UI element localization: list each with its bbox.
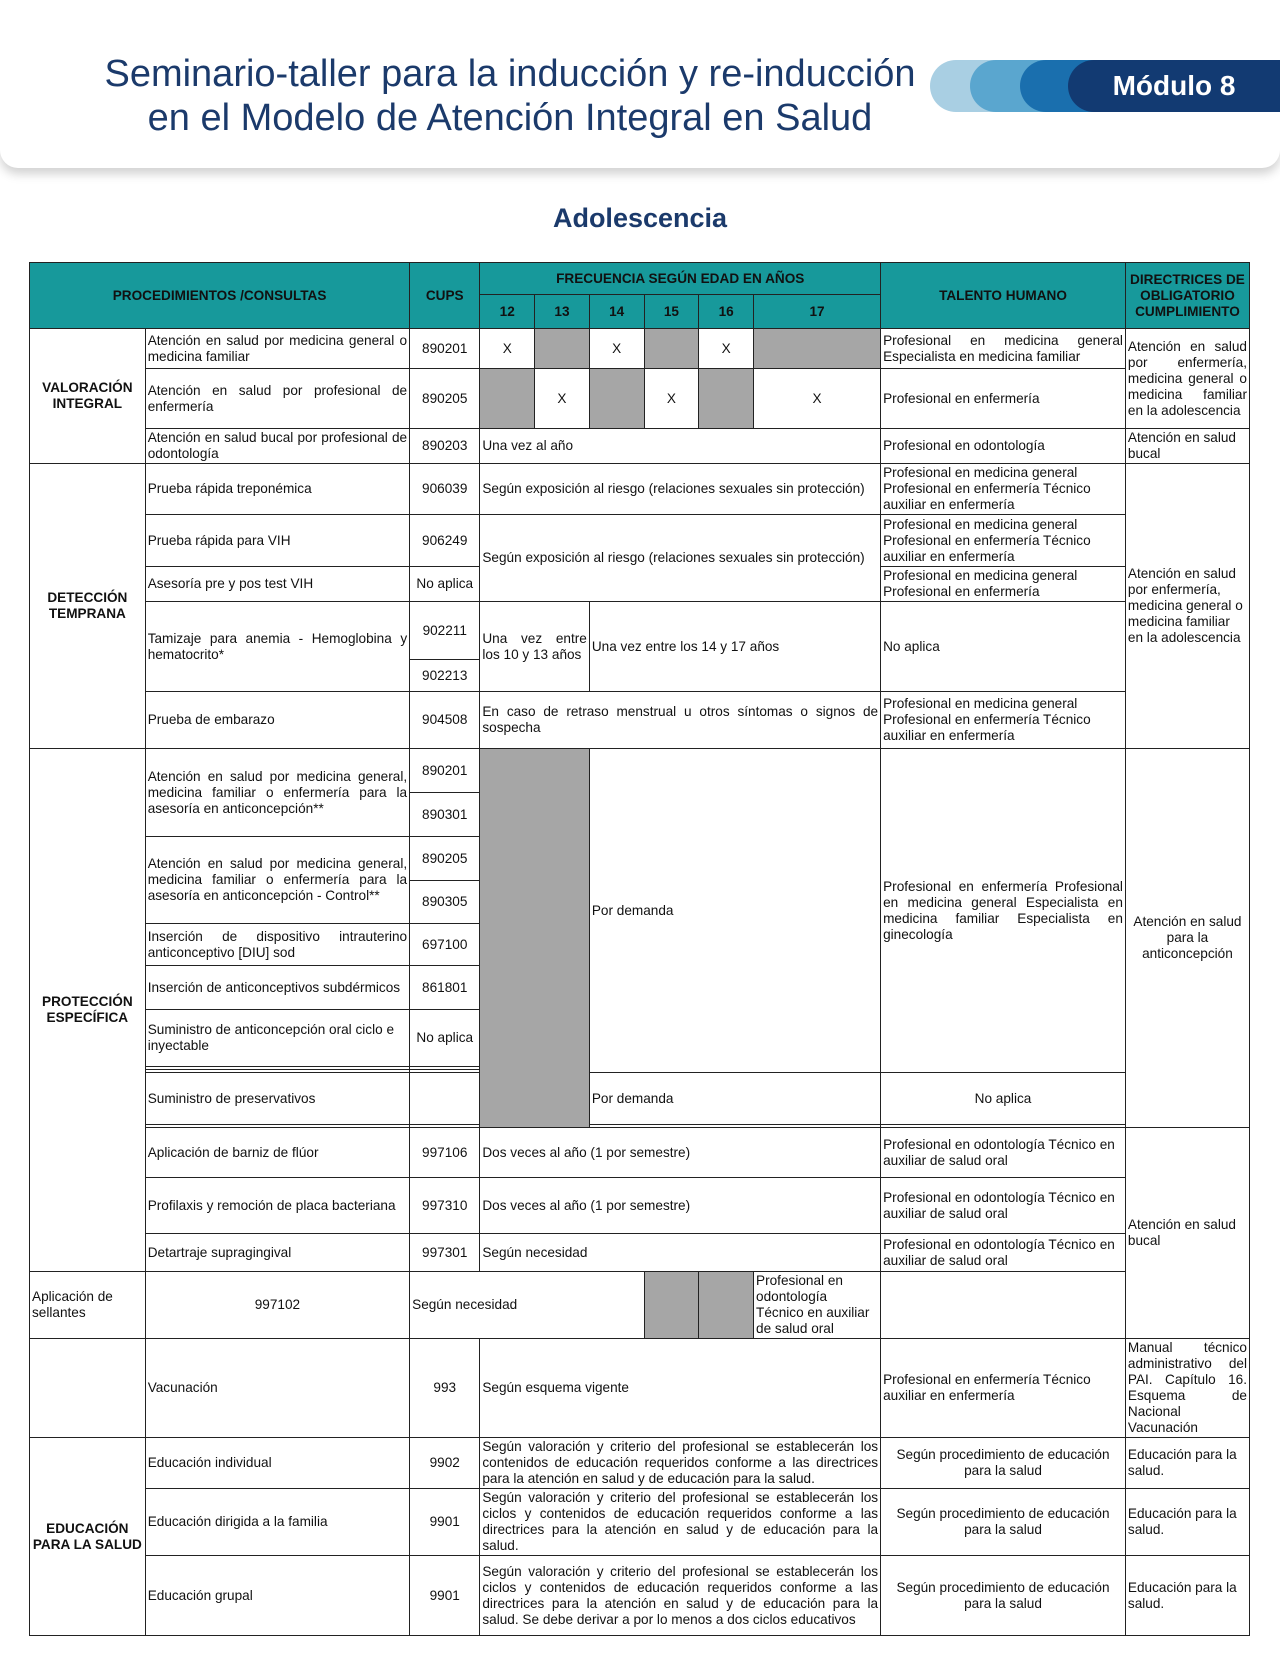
freq-mark: X xyxy=(589,329,644,369)
talento-cell: Profesional en medicina general Profesional en enfermería xyxy=(881,567,1126,602)
cups-cell: 890201 xyxy=(410,329,480,369)
proc-cell: Inserción de anticonceptivos subdérmicos xyxy=(145,966,409,1010)
group-deteccion: DETECCIÓN TEMPRANA xyxy=(30,464,146,749)
module-label: Módulo 8 xyxy=(1068,60,1280,112)
cups-cell: 9902 xyxy=(410,1438,480,1489)
col-age-15: 15 xyxy=(644,295,699,329)
col-age-12: 12 xyxy=(480,295,535,329)
table-row xyxy=(30,515,1250,567)
talento-cell: Profesional en medicina general Profesional en enfermería Técnico auxiliar en enfermería xyxy=(881,515,1126,567)
table-row xyxy=(30,1272,1250,1339)
proc-cell: Prueba de embarazo xyxy=(145,692,409,749)
talento-cell: Profesional en enfermería Profesional en medicina general Especialista en medicina familiar Especialista en ginecología xyxy=(881,749,1126,1073)
freq-cell: Según valoración y criterio del profesional se establecerán los ciclos y contenidos de educación requeridos conforme a las directrices para la atención en salud y de educación para la salud. xyxy=(480,1489,881,1556)
talento-cell: Profesional en medicina general Especialista en medicina familiar xyxy=(881,329,1126,369)
cups-cell: 997106 xyxy=(410,1128,480,1178)
col-age-13: 13 xyxy=(535,295,590,329)
table-row xyxy=(30,1073,1250,1125)
col-procedimientos: PROCEDIMIENTOS /CONSULTAS xyxy=(30,263,410,329)
directriz-cell: Atención en salud por enfermería, medicina general o medicina familiar en la adolescencia xyxy=(1125,329,1249,429)
proc-cell: Prueba rápida treponémica xyxy=(145,464,409,515)
talento-cell: Profesional en odontología Técnico en auxiliar de salud oral xyxy=(754,1272,881,1339)
group-valoracion: VALORACIÓN INTEGRAL xyxy=(30,329,146,464)
proc-cell: Atención en salud por medicina general, medicina familiar o enfermería para la asesoría en anticoncepción - Control** xyxy=(145,837,409,924)
group-proteccion: PROTECCIÓN ESPECÍFICA xyxy=(30,749,146,1272)
cups-cell: 906039 xyxy=(410,464,480,515)
freq-cell: Dos veces al año (1 por semestre) xyxy=(480,1178,881,1234)
proc-cell: Aplicación de barniz de flúor xyxy=(145,1128,409,1178)
header-title-line2: en el Modelo de Atención Integral en Salud xyxy=(147,97,873,139)
freq-mark: X xyxy=(535,369,590,429)
table-row xyxy=(30,464,1250,515)
col-age-17: 17 xyxy=(754,295,881,329)
cups-cell: 906249 xyxy=(410,515,480,567)
directriz-cell: Educación para la salud. xyxy=(1125,1438,1249,1489)
module-badge xyxy=(930,60,1280,112)
table-row xyxy=(30,692,1250,749)
proc-cell: Atención en salud por medicina general, medicina familiar o enfermería para la asesoría en anticoncepción** xyxy=(145,749,409,837)
cups-cell: 993 xyxy=(410,1339,480,1438)
proc-cell: Inserción de dispositivo intrauterino anticonceptivo [DIU] sod xyxy=(145,924,409,966)
proc-cell: Profilaxis y remoción de placa bacteriana xyxy=(145,1178,409,1234)
proc-cell: Educación individual xyxy=(145,1438,409,1489)
proc-cell: Asesoría pre y pos test VIH xyxy=(145,567,409,602)
talento-cell: Profesional en enfermería xyxy=(881,369,1126,429)
table-row xyxy=(30,1234,1250,1272)
cups-cell: 890205 xyxy=(410,837,480,881)
cups-cell: 861801 xyxy=(410,966,480,1010)
directriz-cell: Atención en salud bucal xyxy=(1125,1128,1249,1339)
proc-cell: Tamizaje para anemia - Hemoglobina y hematocrito* xyxy=(145,602,409,692)
freq-shaded xyxy=(754,329,881,369)
freq-cell: Una vez entre los 14 y 17 años xyxy=(589,602,880,692)
cups-cell: 890305 xyxy=(410,881,480,924)
freq-cell: Según esquema vigente xyxy=(480,1339,881,1438)
table-row xyxy=(30,1489,1250,1556)
directriz-cell: Atención en salud para la anticoncepción xyxy=(1125,749,1249,1128)
col-age-16: 16 xyxy=(699,295,754,329)
freq-cell: Una vez al año xyxy=(480,429,881,464)
freq-cell: Dos veces al año (1 por semestre) xyxy=(480,1128,881,1178)
freq-shaded xyxy=(644,329,699,369)
cups-cell: 697100 xyxy=(410,924,480,966)
cups-cell: 9901 xyxy=(410,1489,480,1556)
cups-cell: 890205 xyxy=(410,369,480,429)
section-title: Adolescencia xyxy=(552,203,728,233)
proc-cell: Suministro de preservativos xyxy=(145,1073,409,1125)
freq-shaded xyxy=(480,749,589,1128)
directriz-cell: Educación para la salud. xyxy=(1125,1556,1249,1636)
freq-shaded xyxy=(699,1272,754,1339)
procedures-table xyxy=(29,262,1250,1636)
freq-cell: En caso de retraso menstrual u otros síntomas o signos de sospecha xyxy=(480,692,881,749)
directriz-cell: Educación para la salud. xyxy=(1125,1489,1249,1556)
proc-cell: Educación grupal xyxy=(145,1556,409,1636)
freq-cell: Según valoración y criterio del profesional se establecerán los contenidos de educación requeridos conforme a las directrices para la atención en salud y de educación para la salud. xyxy=(480,1438,881,1489)
group-educacion: EDUCACIÓN PARA LA SALUD xyxy=(30,1438,146,1636)
col-cups: CUPS xyxy=(410,263,480,329)
freq-mark: X xyxy=(699,329,754,369)
talento-cell: Profesional en odontología Técnico en auxiliar de salud oral xyxy=(881,1128,1126,1178)
table-row xyxy=(30,1556,1250,1636)
cups-cell: 997102 xyxy=(145,1272,409,1339)
col-talento: TALENTO HUMANO xyxy=(881,263,1126,329)
freq-cell: Por demanda xyxy=(589,749,880,1073)
proc-cell: Educación dirigida a la familia xyxy=(145,1489,409,1556)
col-directrices: DIRECTRICES DE OBLIGATORIO CUMPLIMIENTO xyxy=(1125,263,1249,329)
directriz-cell: Atención en salud bucal xyxy=(1125,429,1249,464)
freq-cell: Según valoración y criterio del profesional se establecerán los ciclos y contenidos de educación requeridos conforme a las directrices para la atención en salud y de educación para la salud. Se debe derivar a por lo menos a dos ciclos educativos xyxy=(480,1556,881,1636)
cups-cell: 9901 xyxy=(410,1556,480,1636)
freq-mark: X xyxy=(480,329,535,369)
talento-cell: Según procedimiento de educación para la salud xyxy=(881,1556,1126,1636)
col-frecuencia: FRECUENCIA SEGÚN EDAD EN AÑOS xyxy=(480,263,881,295)
freq-shaded xyxy=(699,369,754,429)
cups-cell: 890201 xyxy=(410,749,480,793)
talento-cell: Según procedimiento de educación para la salud xyxy=(881,1489,1126,1556)
freq-mark: X xyxy=(754,369,881,429)
freq-shaded xyxy=(644,1272,699,1339)
proc-cell: Prueba rápida para VIH xyxy=(145,515,409,567)
freq-cell: Según necesidad xyxy=(480,1234,881,1272)
talento-cell: No aplica xyxy=(881,602,1126,692)
table-row xyxy=(30,429,1250,464)
freq-cell: Según exposición al riesgo (relaciones sexuales sin protección) xyxy=(480,464,881,515)
table-row xyxy=(30,749,1250,793)
header-row-1 xyxy=(30,263,1250,295)
cups-cell: 902213 xyxy=(410,660,480,692)
cups-cell: No aplica xyxy=(410,567,480,602)
freq-shaded xyxy=(589,369,644,429)
table-row xyxy=(30,1128,1250,1178)
cups-cell: 904508 xyxy=(410,692,480,749)
table-row xyxy=(30,369,1250,429)
talento-cell: No aplica xyxy=(881,1073,1126,1125)
freq-cell: Una vez entre los 10 y 13 años xyxy=(480,602,589,692)
proc-cell: Aplicación de sellantes xyxy=(30,1272,146,1339)
talento-cell: Según procedimiento de educación para la salud xyxy=(881,1438,1126,1489)
cups-cell: 890203 xyxy=(410,429,480,464)
cups-cell: 890301 xyxy=(410,793,480,837)
talento-cell: Profesional en medicina general Profesional en enfermería Técnico auxiliar en enfermería xyxy=(881,692,1126,749)
proc-cell: Atención en salud bucal por profesional de odontología xyxy=(145,429,409,464)
header-title xyxy=(70,52,950,140)
directriz-cell: Atención en salud por enfermería, medicina general o medicina familiar en la adolescencia xyxy=(1125,464,1249,749)
cups-cell: 997301 xyxy=(410,1234,480,1272)
table-row xyxy=(30,1339,1250,1438)
freq-mark: X xyxy=(644,369,699,429)
table-row xyxy=(30,1438,1250,1489)
proc-cell: Suministro de anticoncepción oral ciclo e inyectable xyxy=(145,1010,409,1067)
header-title-line1: Seminario-taller para la inducción y re-inducción xyxy=(104,53,916,95)
table-row xyxy=(30,602,1250,660)
cups-cell xyxy=(410,1073,480,1125)
freq-cell: Según necesidad xyxy=(410,1272,644,1339)
col-age-14: 14 xyxy=(589,295,644,329)
table-row xyxy=(30,329,1250,369)
group-proteccion-cont xyxy=(30,1339,146,1438)
talento-cell: Profesional en odontología Técnico en auxiliar de salud oral xyxy=(881,1178,1126,1234)
talento-cell: Profesional en odontología Técnico en auxiliar de salud oral xyxy=(881,1234,1126,1272)
freq-cell: Por demanda xyxy=(589,1073,880,1125)
talento-cell: Profesional en odontología xyxy=(881,429,1126,464)
talento-cell: Profesional en enfermería Técnico auxiliar en enfermería xyxy=(881,1339,1126,1438)
freq-shaded xyxy=(480,369,535,429)
talento-cell: Profesional en medicina general Profesional en enfermería Técnico auxiliar en enfermería xyxy=(881,464,1126,515)
cups-cell: 902211 xyxy=(410,602,480,660)
freq-shaded xyxy=(535,329,590,369)
directriz-cell: Manual técnico administrativo del PAI. Capítulo 16. Esquema de Nacional Vacunación xyxy=(1125,1339,1249,1438)
proc-cell: Vacunación xyxy=(145,1339,409,1438)
cups-cell: 997310 xyxy=(410,1178,480,1234)
cups-cell: No aplica xyxy=(410,1010,480,1067)
page-header xyxy=(0,0,1280,168)
proc-cell: Atención en salud por medicina general o medicina familiar xyxy=(145,329,409,369)
table-row xyxy=(30,1178,1250,1234)
freq-cell: Según exposición al riesgo (relaciones sexuales sin protección) xyxy=(480,515,881,602)
proc-cell: Detartraje supragingival xyxy=(145,1234,409,1272)
proc-cell: Atención en salud por profesional de enfermería xyxy=(145,369,409,429)
